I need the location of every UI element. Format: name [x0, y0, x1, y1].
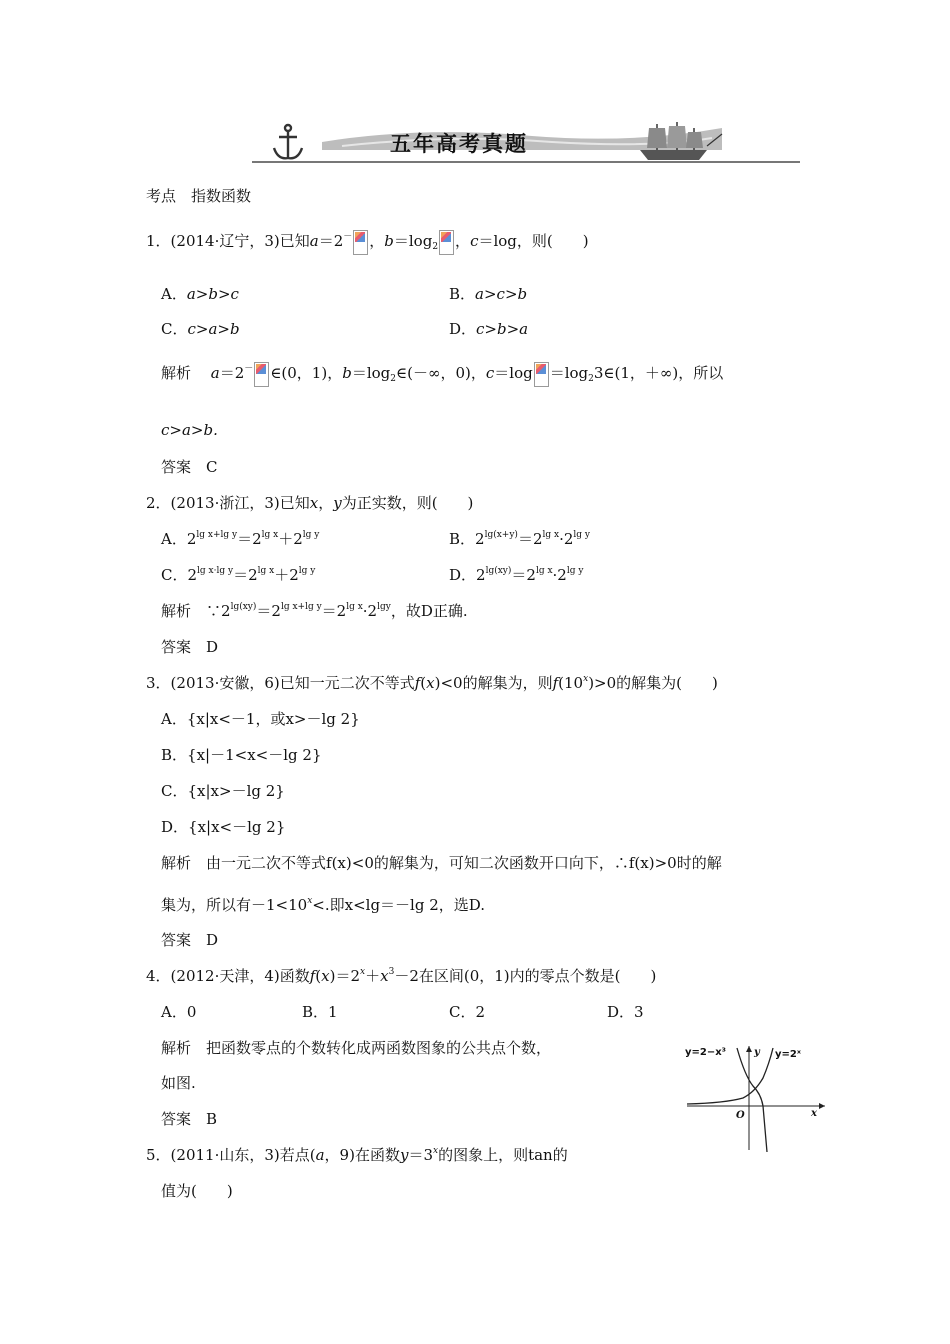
q3-option-d: D．{x|x<－lg 2}: [161, 818, 286, 836]
q4-stem: 4．(2012·天津，4)函数$f(x)=2^x+x^3-2$在区间(0，1)内的零点个数是( ): [146, 967, 657, 985]
q3-option-c: C．{x|x>－lg 2}: [161, 782, 285, 800]
q2-analysis: 解析 $\because 2^{lg(xy)}=2^{lg x+lg y}=2^{lg x}\cdot 2^{lgy}$，故D正确.: [161, 602, 468, 620]
q2-option-b: B．$2^{lg(x+y)}=2^{lg x}\cdot 2^{lg y}$: [449, 530, 590, 548]
q4-answer: 答案 B: [161, 1110, 218, 1128]
q1-option-d: D．c>b>a: [449, 320, 529, 338]
q3-option-b: B．{x|－1<x<－lg 2}: [161, 746, 322, 764]
label-x-axis: x: [811, 1108, 817, 1119]
q4-analysis: 解析 把函数零点的个数转化成两函数图象的公共点个数，: [161, 1039, 552, 1057]
curve-2-minus-x-cubed: [737, 1048, 767, 1152]
q1-option-b: B．a>c>b: [449, 285, 528, 303]
q2-option-d: D．$2^{lg(xy)}=2^{lg x}\cdot 2^{lg y}$: [449, 566, 584, 584]
q1-answer: 答案 C: [161, 458, 218, 476]
q4-analysis-line2: 如图.: [161, 1074, 196, 1092]
q1-option-a: A．a>b>c: [161, 285, 239, 303]
q1-option-c: C．c>a>b: [161, 320, 240, 338]
q2-option-a: A．$2^{lg x+lg y}=2^{lg x}+2^{lg y}$: [161, 530, 320, 548]
missing-image-icon: [254, 362, 269, 387]
q2-answer: 答案 D: [161, 638, 219, 656]
q5-stem: 5．(2011·山东，3)若点(a，9)在函数$y=3^x$的图象上，则tan的: [146, 1146, 568, 1164]
q4-option-c: C．2: [449, 1003, 486, 1021]
q3-stem: 3．(2013·安徽，6)已知一元二次不等式f(x)<0的解集为，则$f(10^x)>0$的解集为( ): [146, 674, 718, 692]
label-curve-right: y=2ˣ: [775, 1049, 801, 1060]
x-axis-arrow: [819, 1103, 825, 1109]
banner-title: 五年高考真题: [390, 132, 528, 156]
q2-option-c: C．$2^{lg x\cdot lg y}=2^{lg x}+2^{lg y}$: [161, 566, 316, 584]
label-y-axis: y: [754, 1047, 760, 1058]
q3-option-a: A．{x|x<－1，或x>－lg 2}: [161, 710, 360, 728]
section-title: 考点 指数函数: [146, 187, 252, 205]
q1-analysis: 解析 a＝2－ ∈(0，1)，$b=\log_2\in(-\infty$，0)，c＝log $=\log_23\in(1$，＋∞)，所以: [161, 362, 723, 387]
q3-answer: 答案 D: [161, 931, 219, 949]
missing-image-icon: [353, 230, 368, 255]
label-origin: O: [736, 1110, 745, 1121]
q5-stem-line2: 值为( ): [161, 1182, 233, 1200]
q4-option-a: A．0: [161, 1003, 197, 1021]
q1-stem: 1．(2014·辽宁，3)已知a＝2－ ，$b=\log_2$ ，c＝log，则( ): [146, 230, 589, 255]
missing-image-icon: [534, 362, 549, 387]
q4-option-b: B．1: [302, 1003, 338, 1021]
q4-option-d: D．3: [607, 1003, 644, 1021]
label-curve-left: y=2−x³: [685, 1047, 727, 1058]
y-axis-arrow: [746, 1046, 752, 1052]
q3-analysis: 解析 由一元二次不等式f(x)<0的解集为，可知二次函数开口向下，∴f(x)>0时的解: [161, 854, 722, 872]
function-graph: [685, 1040, 835, 1155]
q3-analysis-line2: 集为，所以有$-1<10^x<$.即x<lg＝－lg 2，选D.: [161, 896, 486, 914]
q2-stem: 2．(2013·浙江，3)已知x，y为正实数，则( ): [146, 494, 474, 512]
anchor-icon: [274, 125, 302, 158]
missing-image-icon: [439, 230, 454, 255]
q1-analysis-line2: c>a>b.: [161, 421, 218, 439]
